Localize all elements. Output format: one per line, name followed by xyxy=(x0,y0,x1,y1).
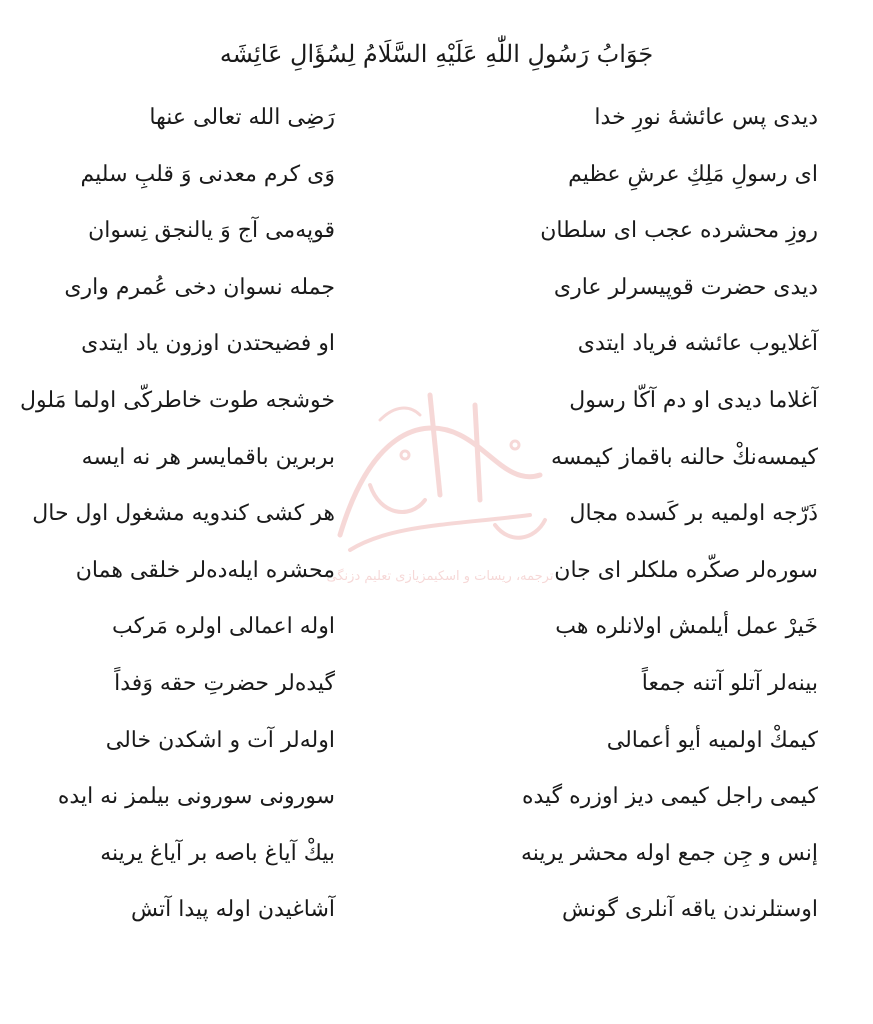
second-hemistich: او فضیحتدن اوزون یاد ایتدی xyxy=(81,331,335,357)
poem-body xyxy=(0,96,873,945)
couplet-row xyxy=(0,775,873,832)
first-hemistich: آغلاما دیدی او دم آکّا رسول xyxy=(569,387,818,413)
first-hemistich: کیمسه‌نكْ حالنه باقماز کیمسه xyxy=(551,444,818,470)
first-hemistich: بینه‌لر آتلو آتنه جمعاً xyxy=(641,670,818,696)
couplet-row xyxy=(0,266,873,323)
first-hemistich: ای رسولِ مَلِكِ عرشِ عظیم xyxy=(568,161,818,187)
first-hemistich: خَیرْ عمل أیلمش اولانلره هب xyxy=(555,614,818,640)
couplet-row xyxy=(0,436,873,493)
second-hemistich: محشره ایله‌ده‌لر خلقی همان xyxy=(75,557,335,583)
first-hemistich: کیمكْ اولمیه أیو أعمالی xyxy=(606,727,818,753)
first-hemistich: دیدی حضرت قوپیسرلر عاری xyxy=(553,274,818,300)
couplet-row xyxy=(0,96,873,153)
couplet-row xyxy=(0,209,873,266)
second-hemistich: جمله نسوان دخی عُمرم واری xyxy=(64,274,335,300)
first-hemistich: دیدی پس عائشهٔ نورِ خدا xyxy=(594,105,818,130)
first-hemistich: سوره‌لر صکّره ملکلر ای جان xyxy=(554,557,818,583)
first-hemistich: آغلایوب عائشه فریاد ایتدی xyxy=(577,331,818,357)
first-hemistich: ذَرّجه اولمیه بر کَسده مجال xyxy=(569,501,818,527)
couplet-row xyxy=(0,888,873,945)
second-hemistich: سورونی سورونی بیلمز نه ایده xyxy=(57,784,335,810)
couplet-row xyxy=(0,322,873,379)
couplet-row xyxy=(0,379,873,436)
couplet-row xyxy=(0,719,873,776)
second-hemistich: رَضِی الله تعالی عنها xyxy=(149,105,335,130)
poem-title: جَوَابُ رَسُولِ اللّٰهِ عَلَيْهِ السَّلَامُ لِسُؤَالِ عَائِشَه xyxy=(219,40,654,68)
watermark-tagline: ترجمه، ریسات و اسکیمزیازی تعلیم دزنگی xyxy=(326,569,554,584)
first-hemistich: اوستلرندن یاقه آنلری گونش xyxy=(561,897,818,923)
second-hemistich: گیده‌لر حضرتِ حقه وَفداً xyxy=(114,670,335,696)
second-hemistich: وَی کرم معدنی وَ قلبِ سلیم xyxy=(80,161,335,187)
second-hemistich: بیكْ آیاغ باصه بر آیاغ یرینه xyxy=(100,840,335,866)
second-hemistich: آشاغیدن اوله پیدا آتش xyxy=(130,897,335,923)
couplet-row xyxy=(0,605,873,662)
couplet-row xyxy=(0,549,873,606)
couplet-row xyxy=(0,832,873,889)
couplet-row xyxy=(0,492,873,549)
second-hemistich: اوله‌لر آت و اشکدن خالی xyxy=(105,727,335,753)
second-hemistich: هر کشی کندویه مشغول اول حال xyxy=(32,501,335,527)
second-hemistich: بربرین باقمایسر هر نه ایسه xyxy=(81,444,335,470)
second-hemistich: قوپه‌می آج وَ یالنجق نِسوان xyxy=(88,218,335,244)
first-hemistich: کیمی راجل کیمی دیز اوزره گیده xyxy=(521,784,818,810)
first-hemistich: إنس و جِن جمع اوله محشر یرینه xyxy=(520,840,818,866)
first-hemistich: روزِ محشرده عجب ای سلطان xyxy=(540,218,818,244)
second-hemistich: اوله اعمالی اولره مَرکب xyxy=(111,614,335,640)
couplet-row xyxy=(0,153,873,210)
couplet-row xyxy=(0,662,873,719)
second-hemistich: خوشجه طوت خاطرکّی اولما مَلول xyxy=(20,387,335,413)
